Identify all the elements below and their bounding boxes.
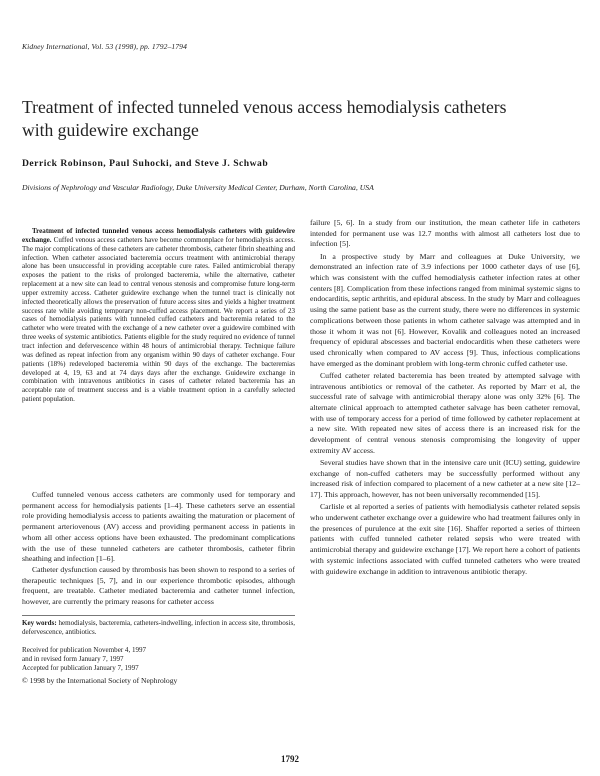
abstract-lead: Treatment of infected tunneled venous access hemodialysis catheters with guidewire exchange. [22, 227, 295, 244]
footnote-divider [22, 615, 295, 616]
abstract [22, 227, 295, 404]
body-paragraph: Cuffed catheter related bacteremia has been treated by attempted salvage with intravenous antibiotics or removal of the catheter. As reported by Marr et al, the successful rate of salvage with antimicrobial therapy alone was only 32% [6]. The alternate clinical approach to attempted catheter salvage has been catheter removal, with use of temporary access for a period of time followed by catheter replacement at a new site. With repeated new sites of access there is an increased risk for the development of central venous stenosis compromising the longevity of upper extremity AV access. [310, 370, 580, 455]
body-paragraph: failure [5, 6]. In a study from our institution, the mean catheter life in catheters intended for permanent use was 12.7 months with almost all catheters lost due to infection [5]. [310, 218, 580, 249]
page-number: 1792 [281, 754, 299, 764]
article-title: Treatment of infected tunneled venous access hemodialysis catheters with guidewire exchange [22, 97, 507, 140]
abstract-text: Cuffed venous access catheters have become commonplace for hemodialysis access. The major complications of these catheters are catheter thrombosis, catheter fibrin sheathing and infection. When catheter associated bacteremia occurs treatment with antimicrobial therapy alone has been unsuccessful in providing acceptable cure rates. Failed antimicrobial therapy exposes the patient to the risks of prolonged bacteremia, while the alternative, catheter replacement at a new site can lead to central venous stenosis and compromise future long-term upper extremity access. Catheter guidewire exchange when the tunnel tract is clinically not infected theoretically allows the preservation of future access sites and yields a higher treatment success rate while avoiding temporary non-cuffed access placement. We report a series of 23 cases of hemodialysis patients with tunneled cuffed catheters and bacteremia related to the catheter who were treated with the exchange of a new catheter over a guidewire combined with three weeks of systemic antibiotics. Patients eligible for the study required no evidence of tunnel tract infection and defervescence within 48 hours of antimicrobial therapy. Technique failure was defined as repeat infection from any organism within 90 days of catheter exchange. Four patients (18%) redeveloped bacteremia within 90 days of the exchange. The bacteremias developed at 4, 19, 63 and at 74 days days after the exchange. Guidewire exchange in combination with intravenous antibiotics in cases of catheter related bacteremia has an acceptable rate of treatment success and is a viable treatment option in a carefully selected patient population. [22, 235, 295, 404]
accepted-date: Accepted for publication January 7, 1997 [22, 663, 139, 672]
body-paragraph: Several studies have shown that in the intensive care unit (ICU) setting, guidewire exchange of non-cuffed catheters may be successfully performed without any increased risk of infection compared to placement of a new catheter at a new site [12–17]. This approach, however, has not been universally recommended [15]. [310, 457, 580, 500]
keywords-list: hemodialysis, bacteremia, catheters-indwelling, infection in access site, thrombosis, defervescence, antibiotics. [22, 619, 295, 636]
body-paragraph: Carlisle et al reported a series of patients with hemodialysis catheter related sepsis who underwent catheter exchange over a guidewire who had treatment failures only in the presences of purulence at the exit site [16]. Shaffer reported a series of thirteen patients with cuffed tunneled catheter related sepsis who were treated with antimicrobial therapy and guidewire exchange [17]. We report here a cohort of patients with systemic infections associated with cuffed tunneled catheters who were treated with guidewire exchange in addition to intravenous antibiotic therapy. [310, 502, 580, 576]
body-column-left [22, 490, 295, 608]
received-date: Received for publication November 4, 1997 [22, 646, 147, 654]
author-affiliations: Divisions of Nephrology and Vascular Radiology, Duke University Medical Center, Durham, North Carolina, USA [22, 183, 374, 192]
author-list: Derrick Robinson, Paul Suhocki, and Steve J. Schwab [22, 158, 269, 169]
body-paragraph: Catheter dysfunction caused by thrombosis has been shown to respond to a series of therapeutic techniques [5, 7], and in our experience thrombotic episodes, although frequent, are treatable. Catheter mediated bacteremia and catheter tunnel infection, however, are currently the primary reasons for catheter access [22, 564, 295, 607]
copyright-notice: © 1998 by the International Society of Nephrology [22, 676, 178, 685]
revised-date: and in revised form January 7, 1997 [22, 654, 124, 663]
body-column-right [310, 218, 580, 579]
journal-citation: Kidney International, Vol. 53 (1998), pp. 1792–1794 [22, 42, 187, 51]
keywords [22, 619, 295, 637]
keywords-label: Key words: [22, 619, 57, 627]
body-paragraph: In a prospective study by Marr and colleagues at Duke University, we demonstrated an infection rate of 3.9 infections per 1000 catheter days of use [6], which was consistent with the cuffed hemodialysis catheter infection rates at other centers [8]. Complication from these infections ranged from minimal systemic signs to endocarditis, septic arthritis, and epidural abscess. In the study by Marr and colleagues using the same patient base as the current study, there were no differences in systemic complications between those patients in whom catheter salvage was attempted and in those it whom it was not [6]. However, Kovalik and colleagues noted an increased frequency of epidural abscesses and bacterial endocarditis when these catheters were used chronically when compared to AV access [9]. Thus, infectious complications have emerged as the dominant problem with long-term chronic cuffed catheter use. [310, 251, 580, 368]
body-paragraph: Cuffed tunneled venous access catheters are commonly used for temporary and permanent access for hemodialysis patients [1–4]. These catheters serve an essential role providing hemodialysis access to patients awaiting the maturation or placement of permanent arteriovenous (AV) access and providing permanent access in patients in whom all other access options have been exhausted. The predominant complications with the use of these tunneled catheters are catheter thrombosis, catheter fibrin sheathing and infection [1–6]. [22, 490, 295, 564]
publication-history [22, 646, 295, 673]
